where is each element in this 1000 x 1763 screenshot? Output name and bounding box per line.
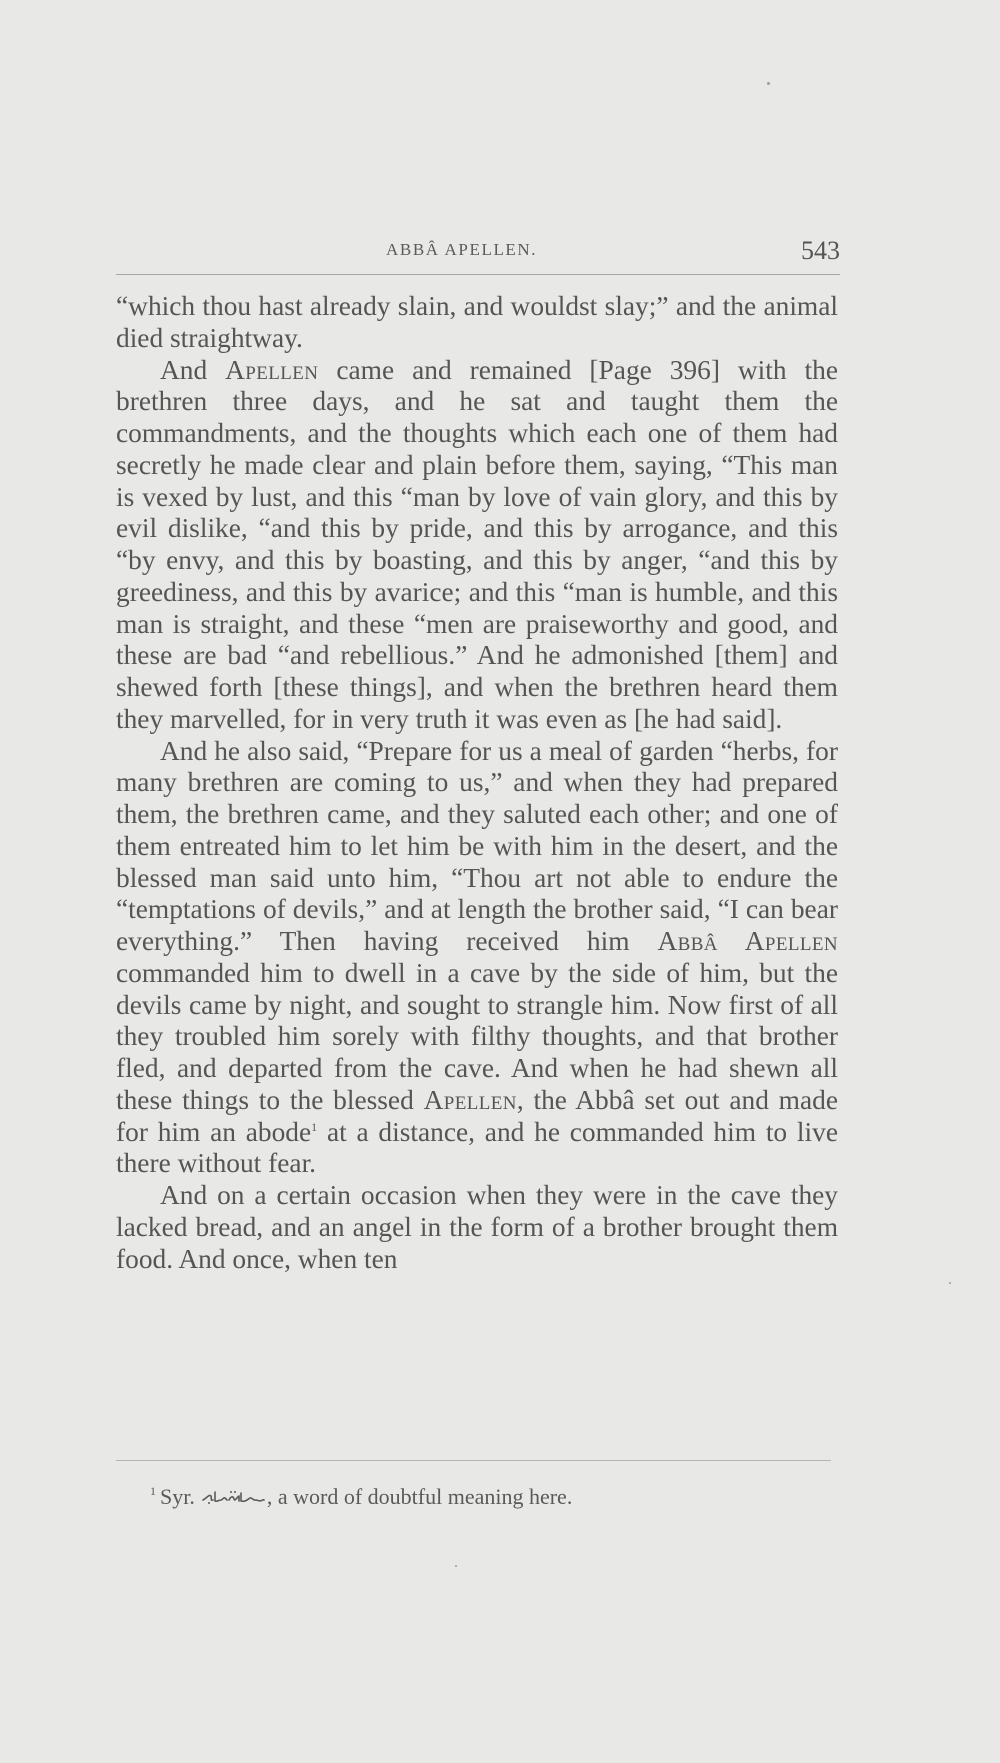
paper-speck	[767, 82, 770, 85]
paragraph-4-text: And on a certain occasion when they were in the cave they lacked bread, and an angel in the form of a brother brought them food. And once, when ten	[116, 1180, 838, 1274]
page-header	[116, 236, 840, 276]
footnote-text: , a word of doubtful meaning here.	[266, 1484, 573, 1509]
name-apellen-2: Apellen	[423, 1084, 517, 1115]
syriac-word-icon	[201, 1488, 265, 1506]
paragraph-2-text-a: And	[160, 354, 226, 385]
paragraph-3-text-d: at a distance, and he commanded him to live there without fear.	[116, 1116, 838, 1179]
footnote-reference[interactable]: 1	[311, 1119, 318, 1134]
main-text	[116, 291, 838, 1275]
paragraph-3-text-c: , the Abbâ set out and made for him an abode	[116, 1084, 838, 1147]
footnote-rule	[116, 1460, 831, 1461]
paragraph-3-text-b: commanded him to dwell in a cave by the side of him, but the devils came by night, and sought to strangle him. Now first of all they troubled him sorely with filthy thoughts, and that brother fled, and departed from the cave. And when he had shewn all these things to the blessed	[116, 957, 838, 1115]
paragraph-3-text-a: And he also said, “Prepare for us a meal of garden “herbs, for many brethren are coming to us,” and when they had prepared them, the brethren came, and they saluted each other; and one of them entreated him to let him be with him in the desert, and the blessed man said unto him, “Thou art not able to endure the “temptations of devils,” and at length the brother said, “I can bear everything.” Then having received him	[116, 735, 838, 956]
paragraph-2-text-b: came and remained [Page 396] with the brethren three days, and he sat and taught them the commandments, and the thoughts which each one of them had secretly he made clear and plain before them, saying, “This man is vexed by lust, and this “man by love of vain glory, and this by evil dislike, “and this by pride, and this by arrogance, and this “by envy, and this by boasting, and this by anger, “and this by greediness, and this by avarice; and this “man is humble, and this man is straight, and these “men are praiseworthy and good, and these are bad “and rebellious.” And he admonished [them] and shewed forth [these things], and when the brethren heard them they marvelled, for in very truth it was even as [he had said].	[116, 354, 838, 734]
paragraph-1	[116, 291, 838, 355]
footnote	[150, 1476, 840, 1512]
paragraph-1-text: “which thou hast already slain, and wouldst slay;” and the animal died straightway.	[116, 291, 838, 353]
paragraph-2	[116, 355, 838, 736]
footnote-number: 1	[150, 1484, 156, 1498]
footnote-prefix: Syr.	[160, 1484, 195, 1509]
paper-speck	[949, 1282, 951, 1284]
paragraph-4	[116, 1180, 838, 1275]
name-apellen: Apellen	[225, 354, 319, 385]
page-number: 543	[801, 236, 840, 265]
paper-speck	[455, 1565, 457, 1567]
paragraph-3	[116, 736, 838, 1181]
header-rule	[116, 274, 840, 275]
running-head: ABBÂ APELLEN.	[386, 240, 538, 259]
name-abba-apellen: Abbâ Apellen	[657, 926, 838, 956]
